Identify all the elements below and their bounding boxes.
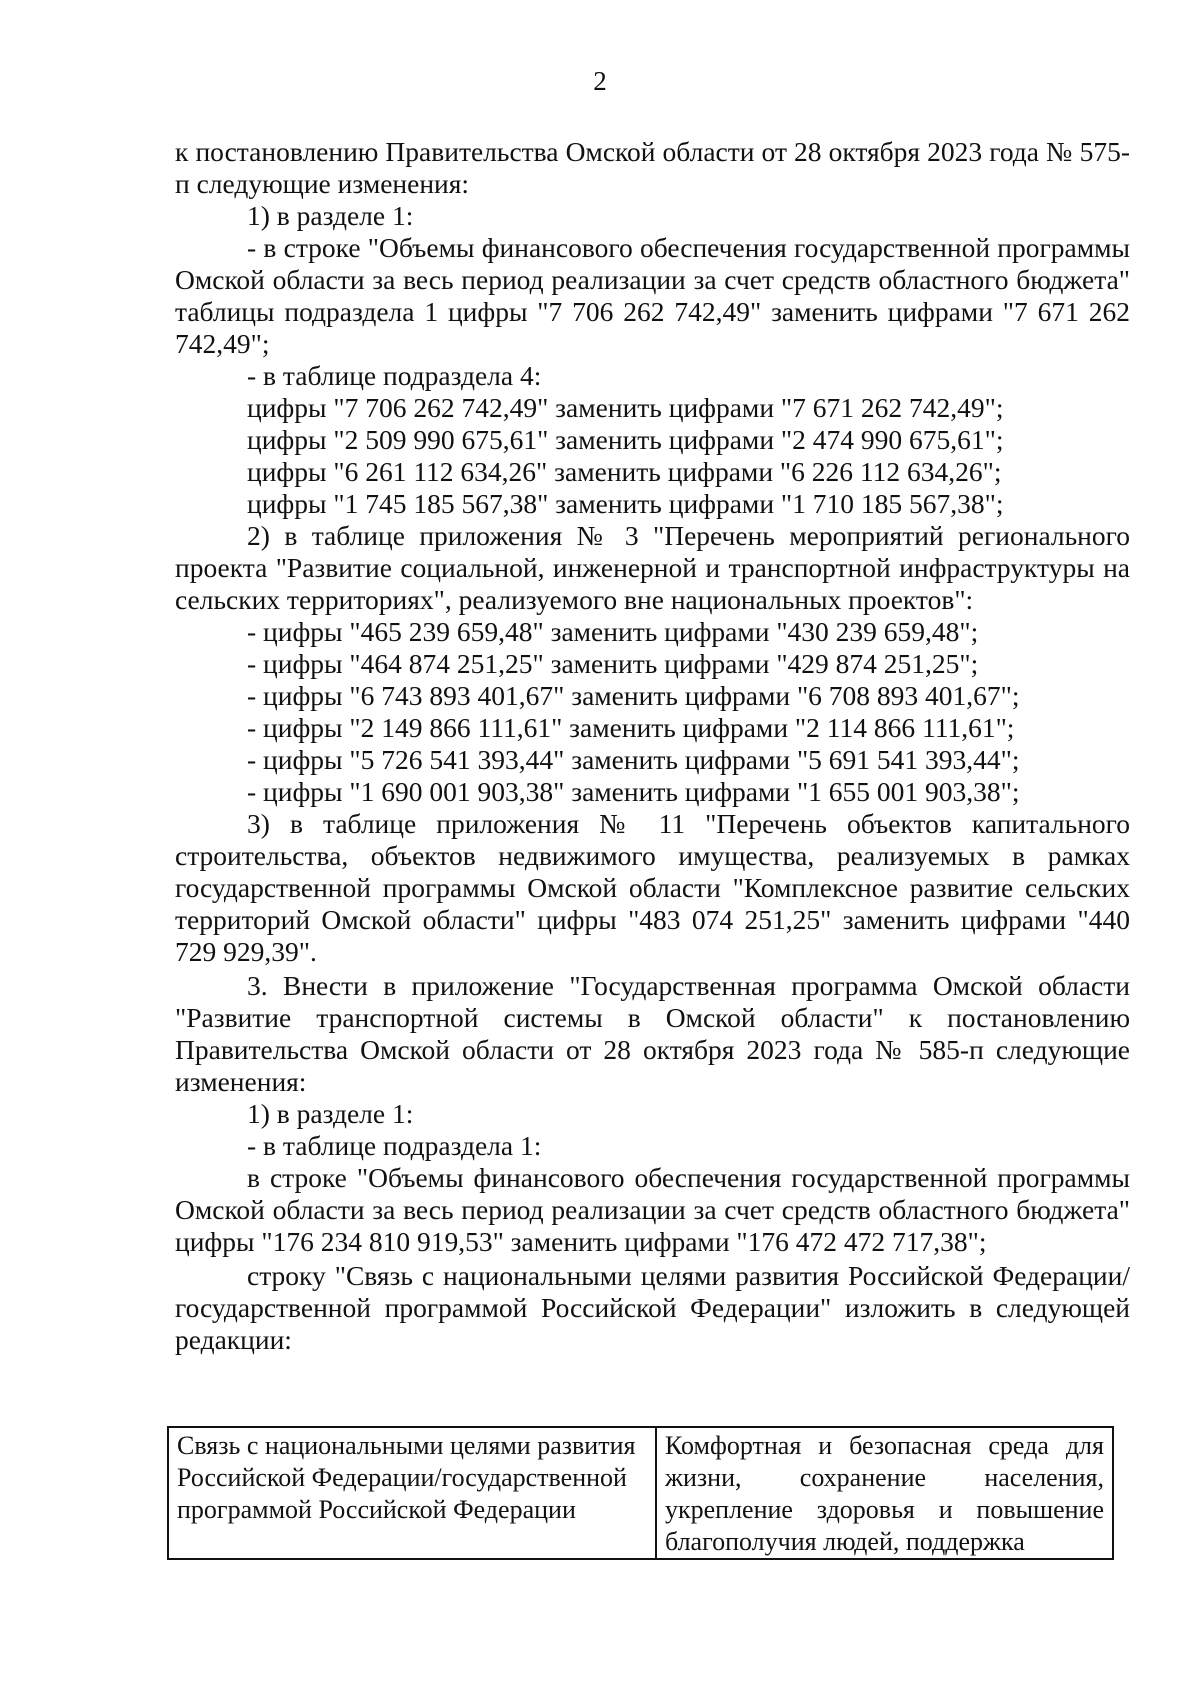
- paragraph: 3) в таблице приложения № 11 "Перечень объектов капитального строительства, объектов недвижимого имущества, реализуемых в рамках государственной программы Омской области "Комплексное развитие сельских территорий Омской области" цифры "483 074 251,25" заменить цифрами "440 729 929,39".: [175, 808, 1130, 967]
- page-number: 2: [593, 66, 607, 96]
- table-cell-label: Связь с национальными целями развития Российской Федерации/государственной программой Российской Федерации: [168, 1427, 656, 1559]
- paragraph: - цифры "465 239 659,48" заменить цифрами "430 239 659,48";: [247, 616, 979, 647]
- paragraph: 3. Внести в приложение "Государственная программа Омской области "Развитие транспортной системы в Омской области" к постановлению Правительства Омской области от 28 октября 2023 года № 585-п следующие изменения:: [175, 970, 1130, 1097]
- paragraph: - цифры "5 726 541 393,44" заменить цифрами "5 691 541 393,44";: [247, 744, 1020, 775]
- replacement-table: [167, 1426, 1114, 1560]
- paragraph: цифры "2 509 990 675,61" заменить цифрами "2 474 990 675,61";: [247, 424, 1004, 455]
- document-body: [175, 136, 1130, 1356]
- paragraph: - цифры "1 690 001 903,38" заменить цифрами "1 655 001 903,38";: [247, 776, 1020, 807]
- paragraph: в строке "Объемы финансового обеспечения государственной программы Омской области за весь период реализации за счет средств областного бюджета" цифры "176 234 810 919,53" заменить цифрами "176 472 472 717,38";: [175, 1162, 1130, 1257]
- table-row: [168, 1427, 1113, 1559]
- paragraph: 1) в разделе 1:: [247, 1098, 414, 1129]
- paragraph: к постановлению Правительства Омской области от 28 октября 2023 года № 575-п следующие изменения:: [175, 136, 1130, 199]
- paragraph: - цифры "6 743 893 401,67" заменить цифрами "6 708 893 401,67";: [247, 680, 1020, 711]
- paragraph: - в таблице подраздела 4:: [247, 360, 542, 391]
- paragraph: - цифры "2 149 866 111,61" заменить цифрами "2 114 866 111,61";: [247, 712, 1015, 743]
- paragraph: 2) в таблице приложения № 3 "Перечень мероприятий регионального проекта "Развитие социальной, инженерной и транспортной инфраструктуры на сельских территориях", реализуемого вне национальных проектов":: [175, 520, 1130, 615]
- paragraph: цифры "7 706 262 742,49" заменить цифрами "7 671 262 742,49";: [247, 392, 1004, 423]
- paragraph: строку "Связь с национальными целями развития Российской Федерации/государственной программой Российской Федерации" изложить в следующей редакции:: [175, 1260, 1130, 1355]
- paragraph: - в строке "Объемы финансового обеспечения государственной программы Омской области за весь период реализации за счет средств областного бюджета" таблицы подраздела 1 цифры "7 706 262 742,49" заменить цифрами "7 671 262 742,49";: [175, 232, 1130, 359]
- table-cell-value: Комфортная и безопасная среда для жизни, сохранение населения, укрепление здоровья и повышение благополучия людей, поддержка: [656, 1427, 1113, 1559]
- paragraph: цифры "1 745 185 567,38" заменить цифрами "1 710 185 567,38";: [247, 488, 1004, 519]
- paragraph: цифры "6 261 112 634,26" заменить цифрами "6 226 112 634,26";: [247, 456, 1002, 487]
- paragraph: 1) в разделе 1:: [247, 200, 414, 231]
- paragraph: - в таблице подраздела 1:: [247, 1130, 542, 1161]
- paragraph: - цифры "464 874 251,25" заменить цифрами "429 874 251,25";: [247, 648, 979, 679]
